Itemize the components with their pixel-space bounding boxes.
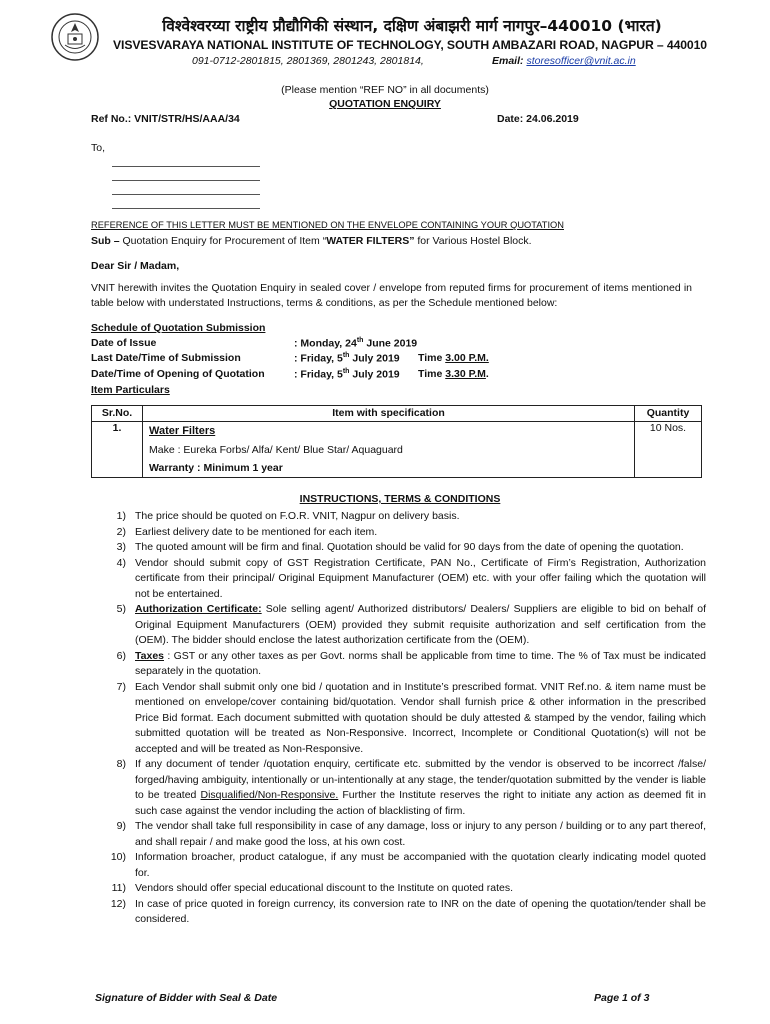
email-link[interactable]: storesofficer@vnit.ac.in <box>526 55 636 67</box>
column-header: Quantity <box>635 406 702 422</box>
list-item: 1) The price should be quoted on F.O.R. VNIT, Nagpur on delivery basis. <box>116 510 460 522</box>
items-heading: Item Particulars <box>91 384 170 396</box>
address-line <box>112 194 260 195</box>
items-table <box>91 405 702 478</box>
list-item: 6) Taxes : GST or any other taxes as per Govt. norms shall be applicable from time to time. The % of Tax must be indicated separately in the quotation. <box>116 649 706 677</box>
schedule-label: Date of Issue <box>91 337 157 349</box>
reference-number: Ref No.: VNIT/STR/HS/AAA/34 <box>91 113 240 125</box>
page-number: Page 1 of 3 <box>594 992 650 1004</box>
list-item: 9) The vendor shall take full responsibility in case of any damage, loss or injury to any person / building or to any part thereof, and shall repair / and make good the loss, at his own cost. <box>116 820 706 848</box>
item-name: Water Filters <box>149 425 216 437</box>
schedule-value: : Monday, 24th June 2019 <box>294 337 418 350</box>
address-line <box>112 180 260 181</box>
schedule-value: : Friday, 5th July 2019 <box>294 368 400 381</box>
schedule-label: Date/Time of Opening of Quotation <box>91 368 265 380</box>
list-item: 7) Each Vendor shall submit only one bid / quotation and in Institute’s prescribed format. VNIT Ref.no. & item name must be mentioned on envelope/cover containing bid/quotation. Vendor shall furnish price & other information in the prescribed Price Bid format. Each document submitted with quotation should be duly attested & stamped by the vendor, failing which submitted quotation will be treated as Non-Responsive. Incorrect, Incomplete or Conditional Quotation(s) will not be accepted and will be treated as Non-Responsive. <box>116 680 706 755</box>
subject-text-end: for Various Hostel Block. <box>414 235 532 247</box>
list-item: 2) Earliest delivery date to be mentioned for each item. <box>116 525 378 538</box>
instructions-heading: INSTRUCTIONS, TERMS & CONDITIONS <box>299 493 501 505</box>
schedule-label: Last Date/Time of Submission <box>91 352 241 364</box>
signature-line: Signature of Bidder with Seal & Date <box>95 992 278 1004</box>
mention-note: (Please mention “REF NO” in all documents) <box>281 84 489 96</box>
item-make: Make : Eureka Forbs/ Alfa/ Kent/ Blue Star/ Aquaguard <box>149 444 403 456</box>
list-item: 12) In case of price quoted in foreign currency, its conversion rate to INR on the date of opening the quotation/tender shall be considered. <box>110 897 706 925</box>
subject-label: Sub – <box>91 235 120 247</box>
institute-name-hindi: विश्वेश्वरय्या राष्ट्रीय प्रौद्यौगिकी संस्थान, दक्षिण अंबाझरी मार्ग नागपुर–440010 (भारत) <box>162 17 662 35</box>
schedule-value: : Friday, 5th July 2019 <box>294 352 400 365</box>
instructions-list <box>110 509 706 928</box>
cell-sr: 1. <box>92 422 143 478</box>
address-line <box>112 208 260 209</box>
column-header: Sr.No. <box>92 406 143 422</box>
salutation: Dear Sir / Madam, <box>91 260 180 272</box>
cell-item <box>143 422 635 478</box>
phone-numbers: 091-0712-2801815, 2801369, 2801243, 2801814, <box>192 55 424 67</box>
table-row <box>92 422 702 478</box>
schedule-time: Time 3.00 P.M. <box>418 352 489 364</box>
addressee-label: To, <box>91 142 106 154</box>
list-item: 10) Information broacher, product catalogue, if any must be accompanied with the quotation clearly indicating model quoted for. <box>110 851 706 879</box>
email-label: Email: <box>492 55 524 67</box>
column-header: Item with specification <box>143 406 635 422</box>
item-warranty: Warranty : Minimum 1 year <box>149 462 283 474</box>
list-item: 11) Vendors should offer special educational discount to the Institute on quoted rates. <box>111 882 514 894</box>
reference-note: REFERENCE OF THIS LETTER MUST BE MENTIONED ON THE ENVELOPE CONTAINING YOUR QUOTATION <box>91 220 564 230</box>
list-item: 8) If any document of tender /quotation enquiry, certificate etc. submitted by the vendor is observed to be incorrect /false/ forged/having ambiguity, intentionally or un-intentionally at any stage, the tender/quotation submitted by the vender is liable to be treated Disqualified/Non-Responsive. Further the Institute reserves the right to initiate any action as deemed fit in such case against the vendor including the action of blacklisting of firm. <box>116 758 706 817</box>
schedule-time: Time 3.30 P.M. <box>418 368 489 380</box>
subject-line <box>91 235 532 247</box>
list-item: 3) The quoted amount will be firm and final. Quotation should be valid for 90 days from the date of opening the quotation. <box>116 541 684 553</box>
email-line <box>492 55 636 67</box>
address-line <box>112 166 260 167</box>
table-header-row <box>92 406 702 422</box>
institute-logo <box>50 12 100 62</box>
subject-text: Quotation Enquiry for Procurement of Item “ <box>119 235 327 247</box>
subject-item: WATER FILTERS” <box>326 235 415 247</box>
schedule-heading: Schedule of Quotation Submission <box>91 322 266 334</box>
cell-quantity: 10 Nos. <box>635 422 702 478</box>
institute-name-english: VISVESVARAYA NATIONAL INSTITUTE OF TECHNOLOGY, SOUTH AMBAZARI ROAD, NAGPUR – 440010 <box>113 38 707 52</box>
list-item: 5) Authorization Certificate: Sole selling agent/ Authorized distributors/ Dealers/ Suppliers are eligible to bid on behalf of Original Equipment Manufacturers (OEM) provided they submit requisite authorization and self certification from the (OEM). The bidder should enclose the latest authorization certificate from the (OEM). <box>116 603 707 646</box>
letter-date: Date: 24.06.2019 <box>497 113 579 125</box>
intro-paragraph: VNIT herewith invites the Quotation Enquiry in sealed cover / envelope from reputed firms for procurement of items mentioned in table below with understated Instructions, terms & conditions, as per the Schedule mentioned below: <box>91 282 692 309</box>
list-item: 4) Vendor should submit copy of GST Registration Certificate, PAN No., Certificate of Firm’s Registration, Authorization certificate from their principal/ Original Equipment Manufacturer (OEM) etc. with your offer failing which the quotation will not be entertained. <box>116 556 706 600</box>
document-heading: QUOTATION ENQUIRY <box>329 98 441 110</box>
